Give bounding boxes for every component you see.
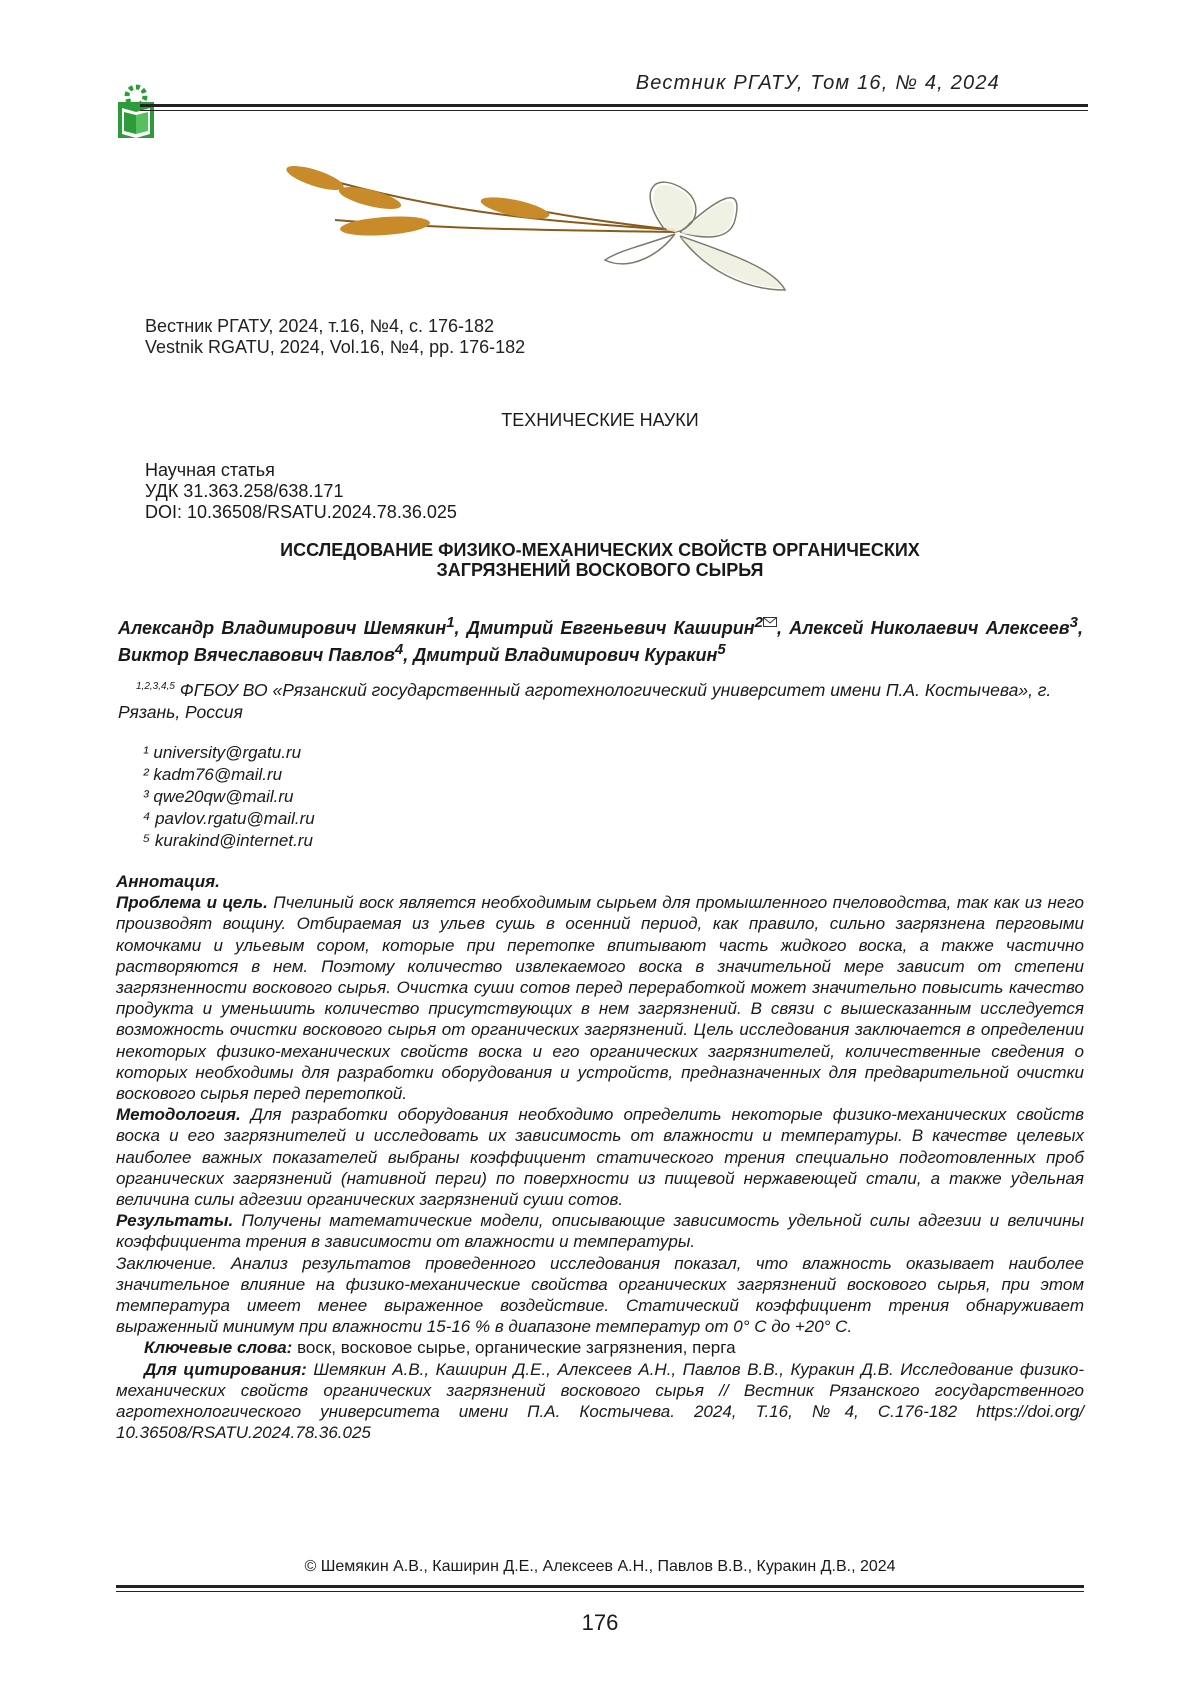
affiliation-text: ФГБОУ ВО «Рязанский государственный агротехнологический университет имени П.А. Костычева», г. Рязань, Россия [118,680,1051,722]
author-4-sup: 4 [395,641,403,658]
email-5[interactable]: ⁵ kurakind@internet.ru [143,830,315,852]
citation-line-ru: Вестник РГАТУ, 2024, т.16, №4, с. 176-182 [145,316,494,337]
affiliation-sup: 1,2,3,4,5 [136,681,175,692]
cite-label: Для цитирования: [144,1360,307,1379]
email-4[interactable]: ⁴ pavlov.rgatu@mail.ru [143,808,315,830]
problem-text: Пчелиный воск является необходимым сырьем для промышленного пчеловодства, так как из него производят вощину. Отбираемая из ульев сушь в осенний период, как правило, сильно загрязнена перговыми комочками и ульевым сором, которые при перетопке впитывают часть жидкого воска, а также частично растворяются в нем. Поэтому количество извлекаемого воска в значительной мере зависит от степени загрязненности воскового сырья. Очистка суши сотов перед переработкой может значительно повысить качество продукта и уменьшить количество присутствующих в нем загрязнений. В связи с вышесказанным исследуется возможность очистки воскового сырья от органических загрязнений. Цель исследования заключается в определении некоторых физико-механических свойств воска и его органических загрязнителей, количественные сведения о которых необходимы для разработки оборудования и устройств, предназначенных для предварительной очистки воскового сырья перед перетопкой. [116,893,1084,1103]
wheat-ribbon-icon [275,160,875,340]
footer-rule-thin [116,1591,1084,1592]
copyright: © Шемякин А.В., Каширин Д.Е., Алексеев А.Н., Павлов В.В., Куракин Д.В., 2024 [0,1558,1200,1576]
method-text: Для разработки оборудования необходимо определить некоторые физико-механических свойств воска и его загрязнителей и исследовать их зависимость от влажности и температуры. В качестве целевых наиболее важных показателей выбраны коэффициент статического трения специально подготовленных проб органических загрязнений (нативной перги) по поверхности из пищевой нержавеющей стали, а также удельная величина силы адгезии органических загрязнений суши сотов. [116,1105,1084,1209]
email-3[interactable]: ³ qwe20qw@mail.ru [143,786,315,808]
authors: Александр Владимирович Шемякин1, Дмитрий Евгеньевич Каширин2 , Алексей Николаевич Алексеев3, Виктор Вячеславович Павлов4, Дмитрий Владимирович Куракин5 [118,610,1083,666]
author-2: Дмитрий Евгеньевич Каширин [467,618,755,638]
article-title [120,540,1080,580]
problem-label: Проблема и цель. [116,893,268,912]
footer-rule [116,1585,1084,1588]
citation-line-en: Vestnik RGATU, 2024, Vol.16, №4, pp. 176-182 [145,337,525,358]
title-line-1: ИССЛЕДОВАНИЕ ФИЗИКО-МЕХАНИЧЕСКИХ СВОЙСТВ ОРГАНИЧЕСКИХ [120,540,1080,560]
cite-text[interactable]: Шемякин А.В., Каширин Д.Е., Алексеев А.Н., Павлов В.В., Куракин Д.В. Исследование физико-механических свойств органических загрязнений воскового сырья // Вестник Рязанского государственного агротехнологического университета имени П.А. Костычева. 2024, Т.16, №4, С.176-182 https://doi.org/ 10.36508/RSATU.2024.78.36.025 [116,1360,1084,1443]
email-1[interactable]: ¹ university@rgatu.ru [143,742,315,764]
author-2-sup: 2 [755,614,763,631]
article-type: Научная статья [145,460,275,481]
author-4: Виктор Вячеславович Павлов [118,645,395,665]
affiliation [118,676,1083,723]
author-3-sup: 3 [1070,614,1078,631]
author-5-sup: 5 [717,641,725,658]
email-2[interactable]: ² kadm76@mail.ru [143,764,315,786]
journal-running-title: Вестник РГАТУ, Том 16, № 4, 2024 [560,72,1000,95]
abstract [116,871,1084,1443]
journal-logo-icon [110,82,162,142]
keywords-label: Ключевые слова: [144,1338,292,1357]
conclusion-text: Заключение. Анализ результатов проведенного исследования показал, что влажность оказывает наиболее значительное влияние на физико-механические свойства органических загрязнений воскового сырья, при этом температура имеет менее выраженное воздействие. Статический коэффициент трения обнаруживает выраженный минимум при влажности 15-16 % в диапазоне температур от 0° С до +20° С. [116,1253,1084,1338]
keywords-text: воск, восковое сырье, органические загрязнения, перга [297,1338,735,1357]
section-heading: ТЕХНИЧЕСКИЕ НАУКИ [0,410,1200,431]
header-rule-thin [140,110,1088,111]
doi: DOI: 10.36508/RSATU.2024.78.36.025 [145,502,457,523]
envelope-icon [763,610,777,632]
method-label: Методология. [116,1105,241,1124]
udk: УДК 31.363.258/638.171 [145,481,343,502]
results-label: Результаты. [116,1211,233,1230]
header-rule [140,104,1088,107]
title-line-2: ЗАГРЯЗНЕНИЙ ВОСКОВОГО СЫРЬЯ [120,560,1080,580]
author-1: Александр Владимирович Шемякин [118,618,446,638]
author-5: Дмитрий Владимирович Куракин [413,645,717,665]
author-3: Алексей Николаевич Алексеев [789,618,1069,638]
email-list [143,742,315,852]
page-number: 176 [0,1610,1200,1636]
abstract-heading: Аннотация. [116,872,220,891]
author-1-sup: 1 [446,614,454,631]
results-text: Получены математические модели, описывающие зависимость удельной силы адгезии и величины коэффициента трения в зависимости от влажности и температуры. [116,1211,1084,1251]
